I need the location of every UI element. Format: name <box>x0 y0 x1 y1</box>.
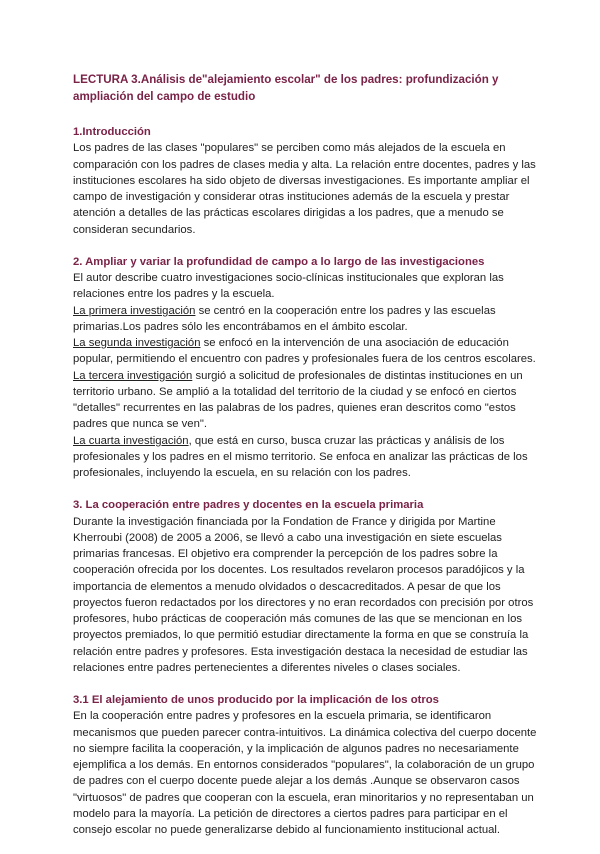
text-line: El autor describe cuatro investigaciones socio-clínicas institucionales que exploran las <box>73 272 504 284</box>
text-line: Los padres de las clases "populares" se perciben como más alejados de la escuela en <box>73 142 506 155</box>
investigation-label: La cuarta investigación <box>73 434 189 447</box>
title-line: LECTURA 3.Análisis de"alejamiento escolar" de los padres: profundización y <box>73 73 499 86</box>
text-line: atención a detalles de las prácticas escolares dirigidas a los padres, que a menudo se <box>73 207 504 220</box>
investigation-text: , que está en curso, busca cruzar las prácticas y análisis de los <box>188 434 505 447</box>
text-line: primarias francesas. El objetivo era comprender la percepción de los padres sobre la <box>73 548 498 560</box>
document-body <box>73 72 535 854</box>
section-paragraph <box>73 140 535 238</box>
text-line: consejo escolar no puede generalizarse debido al funcionamiento institucional actual. <box>73 824 501 836</box>
text-line: Durante la investigación financiada por la Fondation de France y dirigida por Martine <box>73 515 496 528</box>
text-line: profesionales, incluyendo la escuela, en su relación con los padres. <box>73 467 411 479</box>
text-line: primarias.Los padres sólo les encontrábamos en el ámbito escolar. <box>73 320 408 333</box>
section-cooperation <box>73 497 535 676</box>
text-line: padres que nunca se ven". <box>73 418 208 431</box>
section-investigations <box>73 254 535 482</box>
text-line: proyectos premiados, lo que permitió estudiar directamente la forma en que se construía la <box>73 629 529 642</box>
section-paragraph <box>73 708 535 838</box>
section-paragraph <box>73 514 535 677</box>
investigation-label: La segunda investigación <box>73 337 201 349</box>
text-line: En la cooperación entre padres y profesores en la escuela primaria, se identificaron <box>73 710 492 723</box>
text-line: comparación con los padres de clases media y alta. La relación entre docentes, padres y las <box>73 158 536 171</box>
investigation-text: se enfocó en la intervención de una asociación de educación <box>200 337 509 349</box>
text-line: relación entre padres y profesores. Esta investigación destaca la necesidad de estudiar las <box>73 645 528 658</box>
text-line: relaciones entre los padres y la escuela. <box>73 288 275 301</box>
section-heading: 1.Introducción <box>73 126 151 138</box>
text-line: territorio urbano. Se amplió a la totalidad del territorio de la ciudad y se enfocó en ciertos <box>73 385 517 398</box>
text-line: relaciones entre padres pertenecientes a diferentes niveles o clases sociales. <box>73 661 461 674</box>
investigation-item-first <box>73 303 535 319</box>
investigation-text: surgió a solicitud de profesionales de distintas instituciones en un <box>192 369 523 382</box>
text-line: consideran secundarios. <box>73 223 196 236</box>
investigation-item-second <box>73 335 535 351</box>
section-introduction <box>73 124 535 238</box>
section-paragraph <box>73 270 535 481</box>
investigation-item-third <box>73 368 535 384</box>
text-line: Kherroubi (2008) de 2005 a 2006, se llevó a cabo una investigación en siete escuelas <box>73 531 502 544</box>
text-line: campo de investigación y considerar otras instituciones además de la escuela y prestar <box>73 191 510 203</box>
text-line: modelo para la mayoría. La petición de directores a ciertos padres para participar en el <box>73 807 508 820</box>
investigation-label: La primera investigación <box>73 304 196 317</box>
text-line: no siempre facilita la cooperación, y la implicación de algunos padres no necesariamente <box>73 742 519 755</box>
text-line: "detalles" recurrentes en las palabras de los padres, quienes eran descritos como "estos <box>73 402 516 414</box>
text-line: ejemplifica a los demás. En entornos considerados "populares", la colaboración de un grupo <box>73 759 535 771</box>
text-line: profesores, hubo prácticas de cooperación más comunes de las que se mencionan en los <box>73 613 523 625</box>
section-heading: 3.1 El alejamiento de unos producido por la implicación de los otros <box>73 694 439 706</box>
investigation-item-fourth <box>73 433 535 449</box>
document-title <box>73 72 535 105</box>
text-line: cooperación ofrecida por los docentes. Los resultados revelaron procesos paradójicos y la <box>73 564 525 577</box>
section-alejamiento <box>73 692 535 838</box>
text-line: importancia de elementos a menudo olvidados o descacreditados. A pesar de que los <box>73 580 501 593</box>
text-line: mecanismos que pueden parecer contra-intuitivos. La dinámica colectiva del cuerpo docente <box>73 726 537 739</box>
investigation-label: La tercera investigación <box>73 369 193 382</box>
text-line: popular, permitiendo el encuentro con padres y profesionales fuera de los centros escolares. <box>73 353 536 366</box>
text-line: "virtuosos" de padres que cooperan con la escuela, eran minoritarios y no representaban un <box>73 791 534 804</box>
text-line: profesionales y los padres en el mismo territorio. Se enfoca en analizar las prácticas de los <box>73 450 528 463</box>
text-line: de padres con el cuerpo docente puede alejar a los demás .Aunque se observaron casos <box>73 775 520 788</box>
investigation-text: se centró en la cooperación entre los padres y las escuelas <box>195 304 496 317</box>
section-heading: 2. Ampliar y variar la profundidad de campo a lo largo de las investigaciones <box>73 255 485 268</box>
section-heading: 3. La cooperación entre padres y docentes en la escuela primaria <box>73 499 424 512</box>
text-line: proyectos fueron redactados por los directores y no eran recordados con precisión por otros <box>73 596 534 609</box>
text-line: instituciones escolares ha sido objeto de diversas investigaciones. Es importante ampliar el <box>73 174 530 187</box>
title-line: ampliación del campo de estudio <box>73 89 256 103</box>
